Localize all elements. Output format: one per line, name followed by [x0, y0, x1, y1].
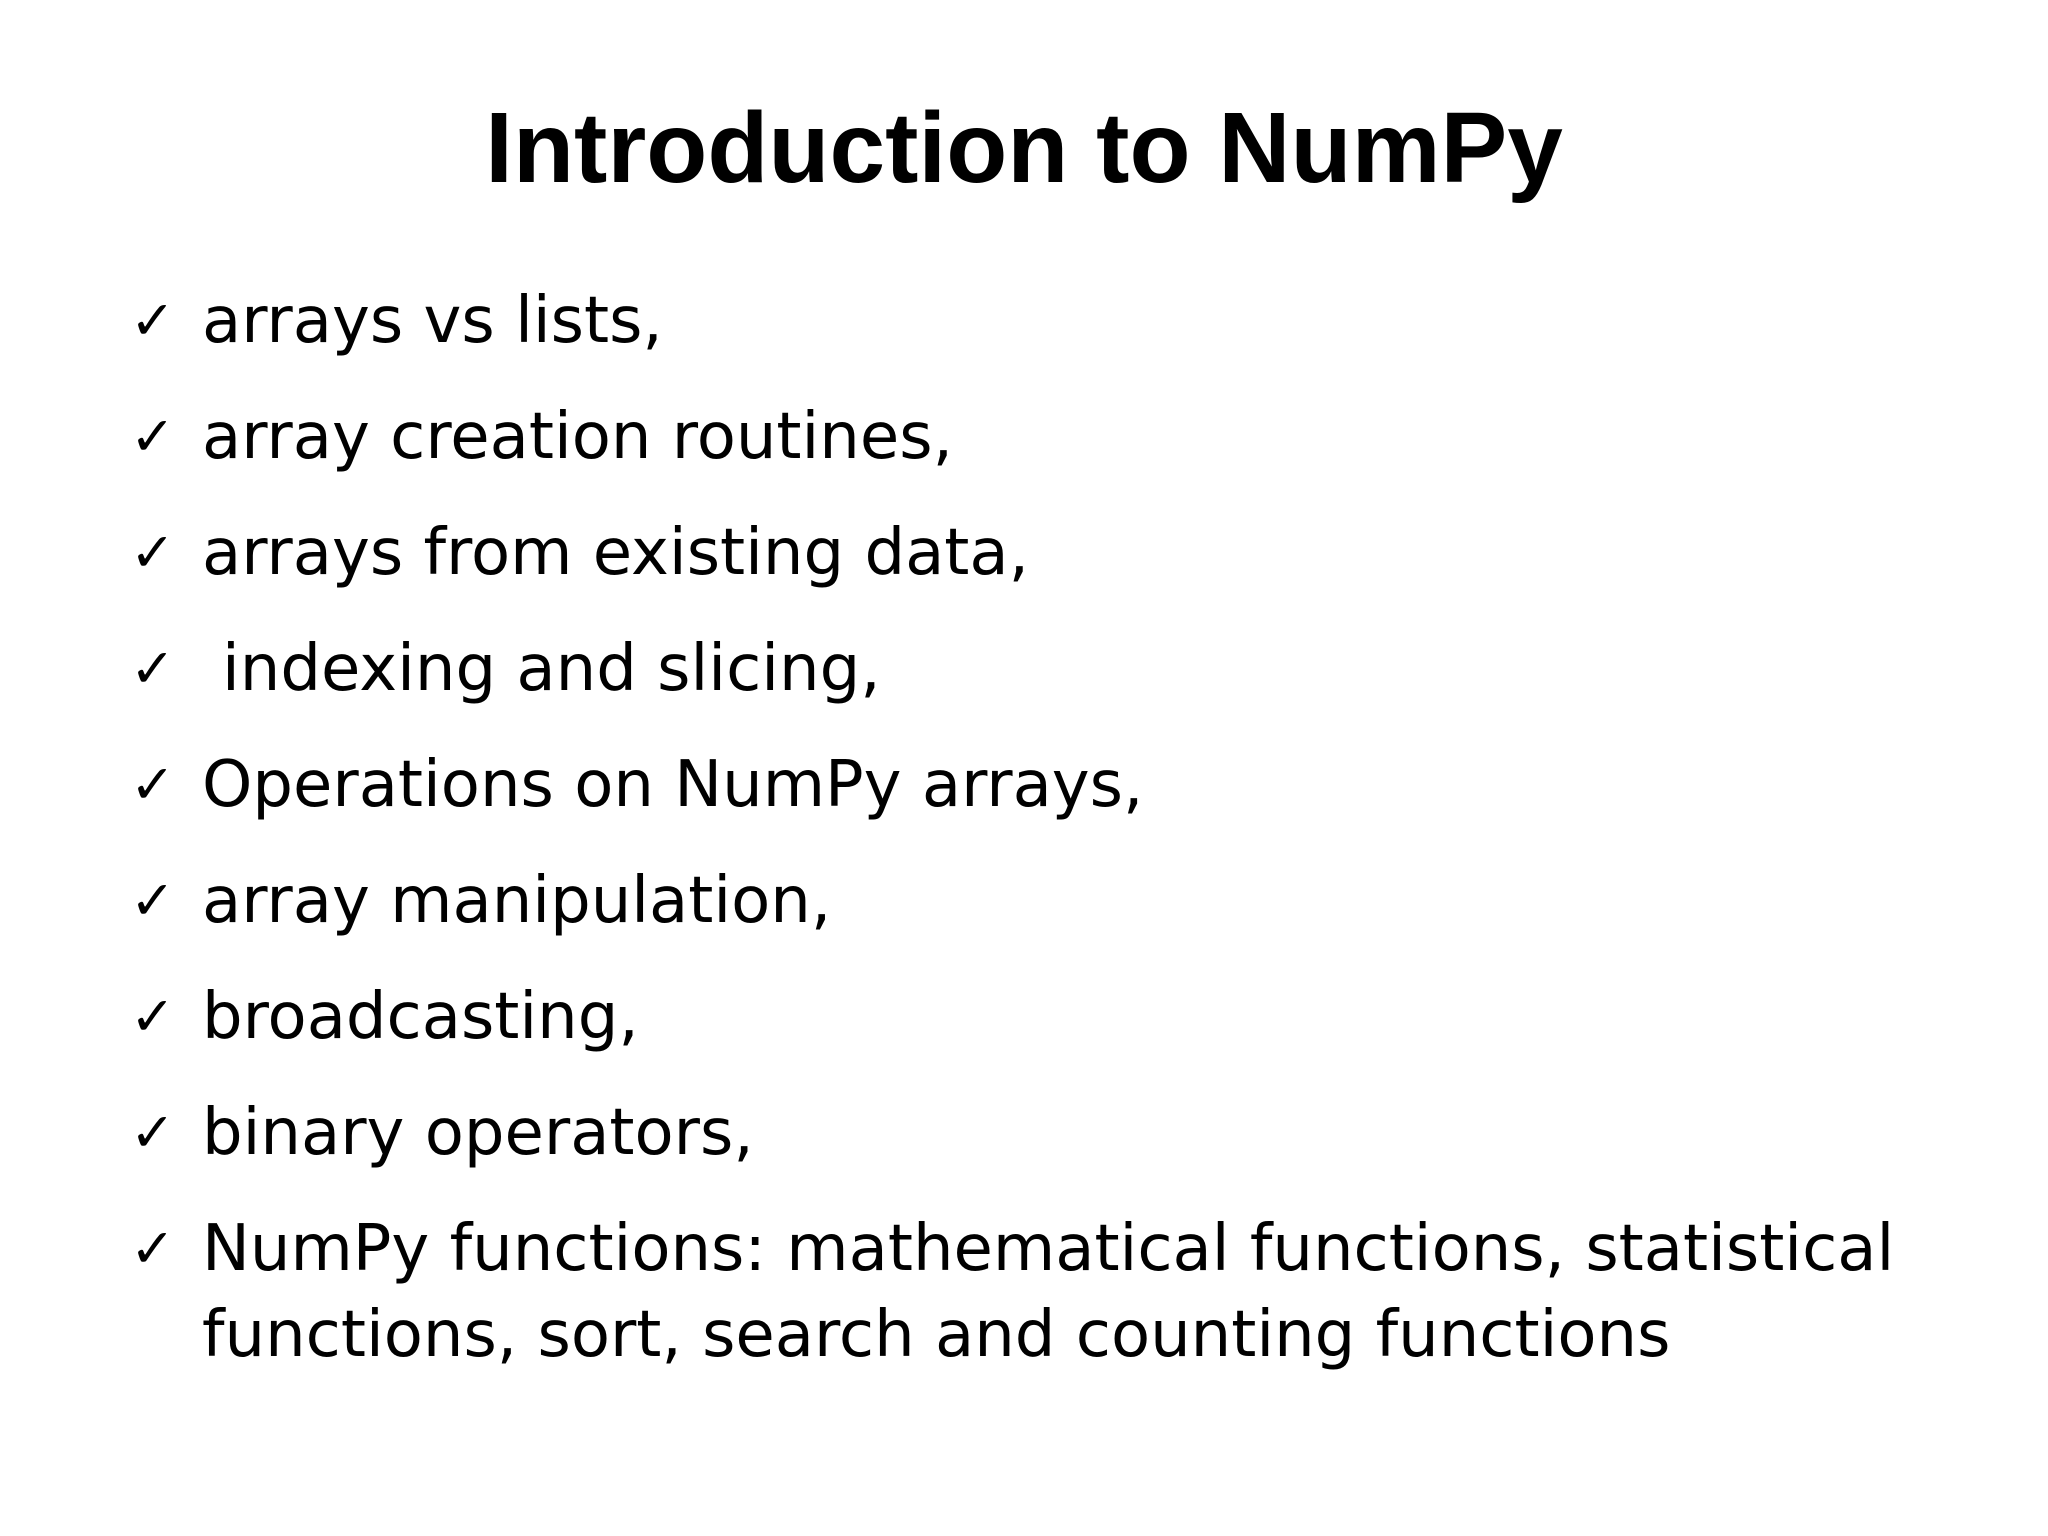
- bullet-item: [130, 626, 2010, 712]
- checkmark-icon: ✓: [130, 985, 176, 1048]
- bullet-item: [130, 278, 2010, 364]
- bullet-text: array creation routines,: [202, 400, 953, 474]
- bullet-text: Operations on NumPy arrays,: [202, 748, 1144, 822]
- bullet-item: [130, 742, 2010, 828]
- checkmark-icon: ✓: [130, 405, 176, 468]
- checkmark-icon: ✓: [130, 637, 176, 700]
- bullet-item: [130, 510, 2010, 596]
- checkmark-icon: ✓: [130, 1217, 176, 1280]
- checkmark-icon: ✓: [130, 1101, 176, 1164]
- bullet-item: [130, 1206, 2010, 1378]
- bullet-item: [130, 394, 2010, 480]
- bullet-item: [130, 858, 2010, 944]
- bullet-text: broadcasting,: [202, 980, 639, 1054]
- bullet-item: [130, 1090, 2010, 1176]
- bullet-text: array manipulation,: [202, 864, 832, 938]
- checkmark-icon: ✓: [130, 289, 176, 352]
- bullet-text: arrays vs lists,: [202, 284, 663, 358]
- slide-title: Introduction to NumPy: [485, 92, 1563, 204]
- bullet-item: [130, 974, 2010, 1060]
- bullet-text: binary operators,: [202, 1096, 754, 1170]
- checkmark-icon: ✓: [130, 869, 176, 932]
- bullet-text: arrays from existing data,: [202, 516, 1029, 590]
- bullet-list: [130, 278, 2010, 1408]
- checkmark-icon: ✓: [130, 753, 176, 816]
- bullet-text: NumPy functions: mathematical functions, statistical functions, sort, search and counting functions: [202, 1212, 1915, 1372]
- bullet-text: indexing and slicing,: [222, 632, 881, 706]
- checkmark-icon: ✓: [130, 521, 176, 584]
